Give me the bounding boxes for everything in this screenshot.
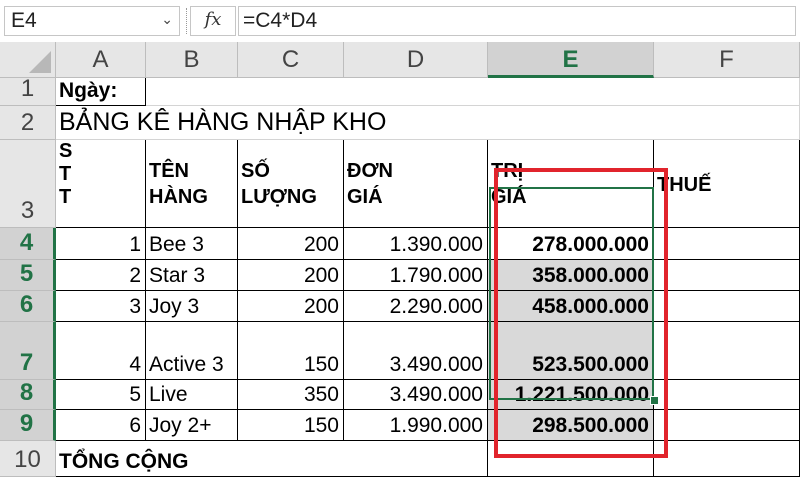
cell-stt[interactable]: 2 bbox=[56, 260, 146, 291]
cell-thue[interactable] bbox=[654, 260, 800, 291]
cell-thue[interactable] bbox=[654, 291, 800, 322]
name-box[interactable] bbox=[4, 6, 180, 36]
formula-bar bbox=[0, 0, 800, 42]
cell-thue[interactable] bbox=[654, 410, 800, 441]
total-tri-gia-cell[interactable] bbox=[488, 441, 654, 477]
name-box-value: E4 bbox=[11, 9, 37, 32]
cell-so-luong[interactable]: 200 bbox=[238, 260, 344, 291]
cell-a1[interactable]: Ngày: bbox=[56, 78, 146, 106]
formula-input[interactable]: =C4*D4 bbox=[238, 6, 796, 36]
cell-don-gia[interactable]: 3.490.000 bbox=[344, 322, 488, 380]
cell-thue[interactable] bbox=[654, 228, 800, 260]
row-header-9[interactable]: 9 bbox=[0, 410, 56, 441]
cell-tri-gia[interactable]: 358.000.000 bbox=[488, 260, 654, 291]
cell-stt[interactable]: 4 bbox=[56, 322, 146, 380]
cell-don-gia[interactable]: 2.290.000 bbox=[344, 291, 488, 322]
cell-don-gia[interactable]: 1.390.000 bbox=[344, 228, 488, 260]
cell-ten-hang[interactable]: Active 3 bbox=[146, 322, 238, 380]
row-header-3[interactable]: 3 bbox=[0, 140, 56, 228]
cell-so-luong[interactable]: 350 bbox=[238, 380, 344, 410]
header-so-luong[interactable]: SỐ LƯỢNG bbox=[238, 140, 344, 228]
cell-stt[interactable]: 3 bbox=[56, 291, 146, 322]
cell-ten-hang[interactable]: Star 3 bbox=[146, 260, 238, 291]
cell-don-gia[interactable]: 1.790.000 bbox=[344, 260, 488, 291]
row-header-8[interactable]: 8 bbox=[0, 380, 56, 410]
cell-stt[interactable]: 6 bbox=[56, 410, 146, 441]
column-header-d[interactable]: D bbox=[344, 42, 488, 78]
select-all-triangle-icon bbox=[29, 51, 51, 73]
cell-don-gia[interactable]: 3.490.000 bbox=[344, 380, 488, 410]
select-all-corner[interactable] bbox=[0, 42, 56, 78]
header-don-gia[interactable]: ĐƠN GIÁ bbox=[344, 140, 488, 228]
cell-thue[interactable] bbox=[654, 380, 800, 410]
header-stt[interactable]: S T T bbox=[56, 140, 146, 228]
row-1-empty-cells[interactable] bbox=[146, 78, 800, 106]
cell-so-luong[interactable]: 150 bbox=[238, 322, 344, 380]
cell-tri-gia[interactable]: 298.500.000 bbox=[488, 410, 654, 441]
row-header-10[interactable]: 10 bbox=[0, 441, 56, 477]
cell-so-luong[interactable]: 200 bbox=[238, 228, 344, 260]
chevron-down-icon[interactable]: ⌄ bbox=[161, 11, 173, 27]
cell-tri-gia[interactable]: 458.000.000 bbox=[488, 291, 654, 322]
column-header-b[interactable]: B bbox=[146, 42, 238, 78]
cell-thue[interactable] bbox=[654, 322, 800, 380]
column-header-e[interactable]: E bbox=[488, 42, 654, 78]
header-ten-hang[interactable]: TÊN HÀNG bbox=[146, 140, 238, 228]
cell-tri-gia[interactable]: 523.500.000 bbox=[488, 322, 654, 380]
cell-ten-hang[interactable]: Bee 3 bbox=[146, 228, 238, 260]
column-header-f[interactable]: F bbox=[654, 42, 800, 78]
total-label-cell[interactable]: TỔNG CỘNG bbox=[56, 441, 488, 477]
cell-stt[interactable]: 1 bbox=[56, 228, 146, 260]
cell-don-gia[interactable]: 1.990.000 bbox=[344, 410, 488, 441]
cell-so-luong[interactable]: 150 bbox=[238, 410, 344, 441]
column-header-c[interactable]: C bbox=[238, 42, 344, 78]
sheet-title-cell[interactable]: BẢNG KÊ HÀNG NHẬP KHO bbox=[56, 106, 800, 140]
fill-handle[interactable] bbox=[650, 396, 659, 405]
row-header-7[interactable]: 7 bbox=[0, 322, 56, 380]
cell-tri-gia-active[interactable]: 278.000.000 bbox=[488, 228, 654, 260]
header-thue[interactable]: THUẾ bbox=[654, 140, 800, 228]
header-tri-gia[interactable]: TRỊ GIÁ bbox=[488, 140, 654, 228]
column-header-a[interactable]: A bbox=[56, 42, 146, 78]
row-header-1[interactable]: 1 bbox=[0, 78, 56, 106]
cell-ten-hang[interactable]: Live bbox=[146, 380, 238, 410]
cell-tri-gia[interactable]: 1.221.500.000 bbox=[488, 380, 654, 410]
cell-ten-hang[interactable]: Joy 2+ bbox=[146, 410, 238, 441]
total-thue-cell[interactable] bbox=[654, 441, 800, 477]
row-header-6[interactable]: 6 bbox=[0, 291, 56, 322]
row-header-5[interactable]: 5 bbox=[0, 260, 56, 291]
insert-function-button[interactable]: fx bbox=[190, 6, 236, 36]
cell-so-luong[interactable]: 200 bbox=[238, 291, 344, 322]
row-header-4[interactable]: 4 bbox=[0, 228, 56, 260]
formula-bar-grip[interactable] bbox=[186, 8, 189, 34]
cell-stt[interactable]: 5 bbox=[56, 380, 146, 410]
row-header-2[interactable]: 2 bbox=[0, 106, 56, 140]
cell-ten-hang[interactable]: Joy 3 bbox=[146, 291, 238, 322]
